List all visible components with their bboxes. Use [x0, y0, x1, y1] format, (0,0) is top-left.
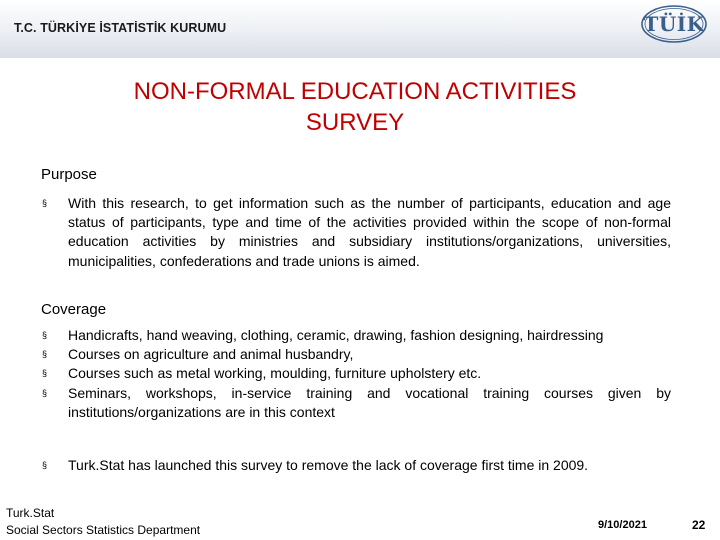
bullet-icon: §	[42, 368, 48, 379]
coverage-item-text: Seminars, workshops, in-service training and vocational training courses given by institutions/organizations are in this context	[68, 384, 671, 420]
list-item	[41, 384, 671, 422]
coverage-note-list	[41, 456, 671, 475]
footer-org-line-1: Turk.Stat	[6, 506, 55, 520]
purpose-heading: Purpose	[41, 166, 97, 183]
bullet-icon: §	[42, 198, 48, 208]
bullet-icon: §	[42, 460, 48, 470]
coverage-heading: Coverage	[41, 301, 107, 318]
title-line-2: SURVEY	[305, 109, 405, 136]
coverage-item-text: Handicrafts, hand weaving, clothing, ceramic, drawing, fashion designing, hairdressing	[68, 327, 604, 343]
org-name: T.C. TÜRKİYE İSTATİSTİK KURUMU	[14, 21, 227, 35]
footer-org-line-2: Social Sectors Statistics Department	[6, 523, 201, 537]
list-item	[41, 345, 671, 364]
tuik-logo-icon	[640, 4, 708, 44]
footer-org	[6, 505, 200, 539]
bullet-icon: §	[42, 330, 48, 340]
coverage-item-text: Courses on agriculture and animal husbandry,	[68, 346, 354, 363]
slide-title	[60, 76, 650, 138]
bullet-icon: §	[42, 387, 48, 398]
purpose-list	[41, 194, 671, 271]
coverage-list	[41, 326, 671, 422]
list-item	[41, 326, 671, 345]
title-line-1: NON-FORMAL EDUCATION ACTIVITIES	[133, 78, 577, 105]
coverage-item-text: Courses such as metal working, moulding, furniture upholstery etc.	[68, 365, 482, 382]
logo-text: TÜİK	[643, 12, 705, 36]
list-item	[41, 364, 671, 383]
purpose-item-text: With this research, to get information such as the number of participants, education and age status of participants, type and time of the activities provided within the scope of non-formal education activities by ministries and subsidiary institutions/organizations, universities, municipalities, confederations and trade unions is aimed.	[68, 195, 671, 269]
coverage-note-text: Turk.Stat has launched this survey to remove the lack of coverage first time in 2009.	[68, 457, 589, 473]
list-item	[41, 194, 671, 271]
list-item	[41, 456, 671, 475]
page-number: 22	[692, 518, 706, 532]
footer-date: 9/10/2021	[598, 519, 647, 531]
bullet-icon: §	[42, 349, 48, 360]
